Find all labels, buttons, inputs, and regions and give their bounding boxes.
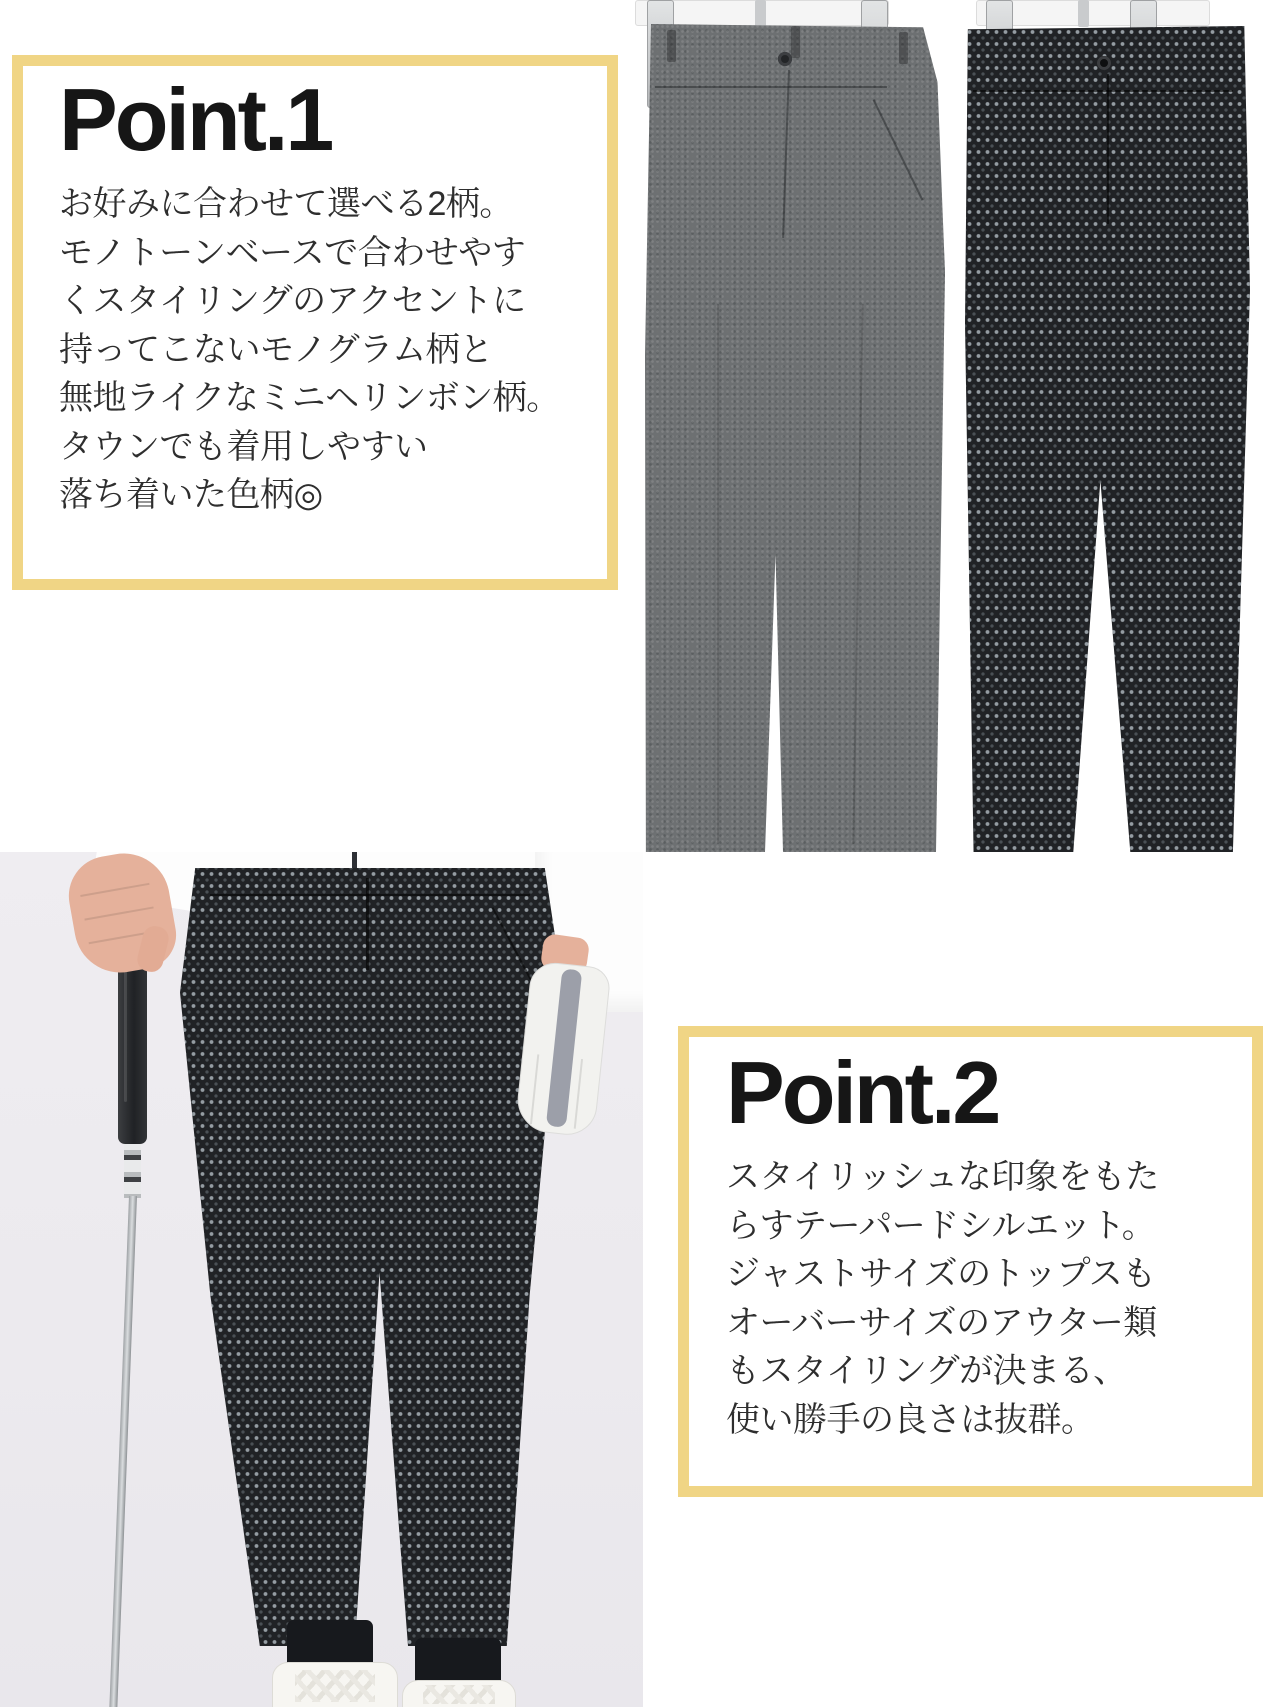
right-shoe (402, 1680, 516, 1707)
point1-line: 無地ライクなミニヘリンボン柄。 (59, 379, 560, 418)
belt-loop (899, 32, 908, 64)
product-photo-monogram-pants (958, 0, 1250, 852)
glove-finger-groove (574, 1059, 583, 1129)
point1-line: 落ち着いた色柄◎ (59, 476, 323, 515)
point1-line: 持ってこないモノグラム柄と (59, 330, 493, 369)
golf-club-shaft (108, 1196, 137, 1707)
point1-line: くスタイリングのアクセントに (59, 282, 526, 321)
point2-heading: Point.2 (726, 1043, 999, 1142)
leg-crease (852, 304, 863, 844)
fly-seam (366, 878, 369, 970)
model-photo (0, 852, 643, 1707)
point1-line: タウンでも着用しやすい (59, 427, 428, 466)
pattern-pants-shape (965, 26, 1250, 852)
point1-card (12, 55, 618, 590)
point1-line: お好みに合わせて選べる2柄。 (59, 185, 513, 224)
leg-crease (717, 304, 719, 844)
golf-club-ferrule (124, 1144, 141, 1198)
point2-line: オーバーサイズのアウター類 (726, 1303, 1157, 1342)
waistband-seam (210, 894, 529, 896)
waistband-seam (973, 90, 1233, 92)
finger-line (80, 883, 149, 897)
belt-loop (791, 26, 800, 58)
point2-body (726, 1153, 1242, 1444)
product-photo-gray-pants (595, 0, 950, 852)
point2-line: スタイリッシュな印象をもた (726, 1158, 1159, 1197)
point1-heading: Point.1 (59, 70, 332, 169)
pocket-seam (873, 99, 924, 201)
gray-pants-shape (645, 24, 945, 852)
waistband-seam (655, 86, 887, 88)
fly-seam (1107, 74, 1109, 224)
left-shoe (272, 1662, 398, 1707)
point2-line: ジャストサイズのトップスも (726, 1255, 1156, 1294)
belt-loop (667, 30, 676, 62)
worn-monogram-pants (180, 868, 560, 1646)
hanger-hook (755, 0, 766, 27)
waist-button (1097, 56, 1111, 70)
finger-line (84, 906, 153, 920)
glove-finger-groove (530, 1054, 539, 1124)
point2-card (678, 1026, 1263, 1497)
shoe-laces (295, 1670, 374, 1702)
point1-line: モノトーンベースで合わせやす (59, 233, 526, 272)
point1-body (59, 180, 597, 520)
point2-line: もスタイリングが決まる、 (726, 1352, 1127, 1391)
fly-seam (782, 70, 790, 238)
golf-glove (514, 960, 611, 1137)
point2-line: らすテーパードシルエット。 (726, 1206, 1156, 1245)
shoe-laces (423, 1685, 495, 1704)
point2-line: 使い勝手の良さは抜群。 (726, 1400, 1095, 1439)
hanger-hook (1078, 0, 1089, 27)
waist-button (778, 52, 792, 66)
